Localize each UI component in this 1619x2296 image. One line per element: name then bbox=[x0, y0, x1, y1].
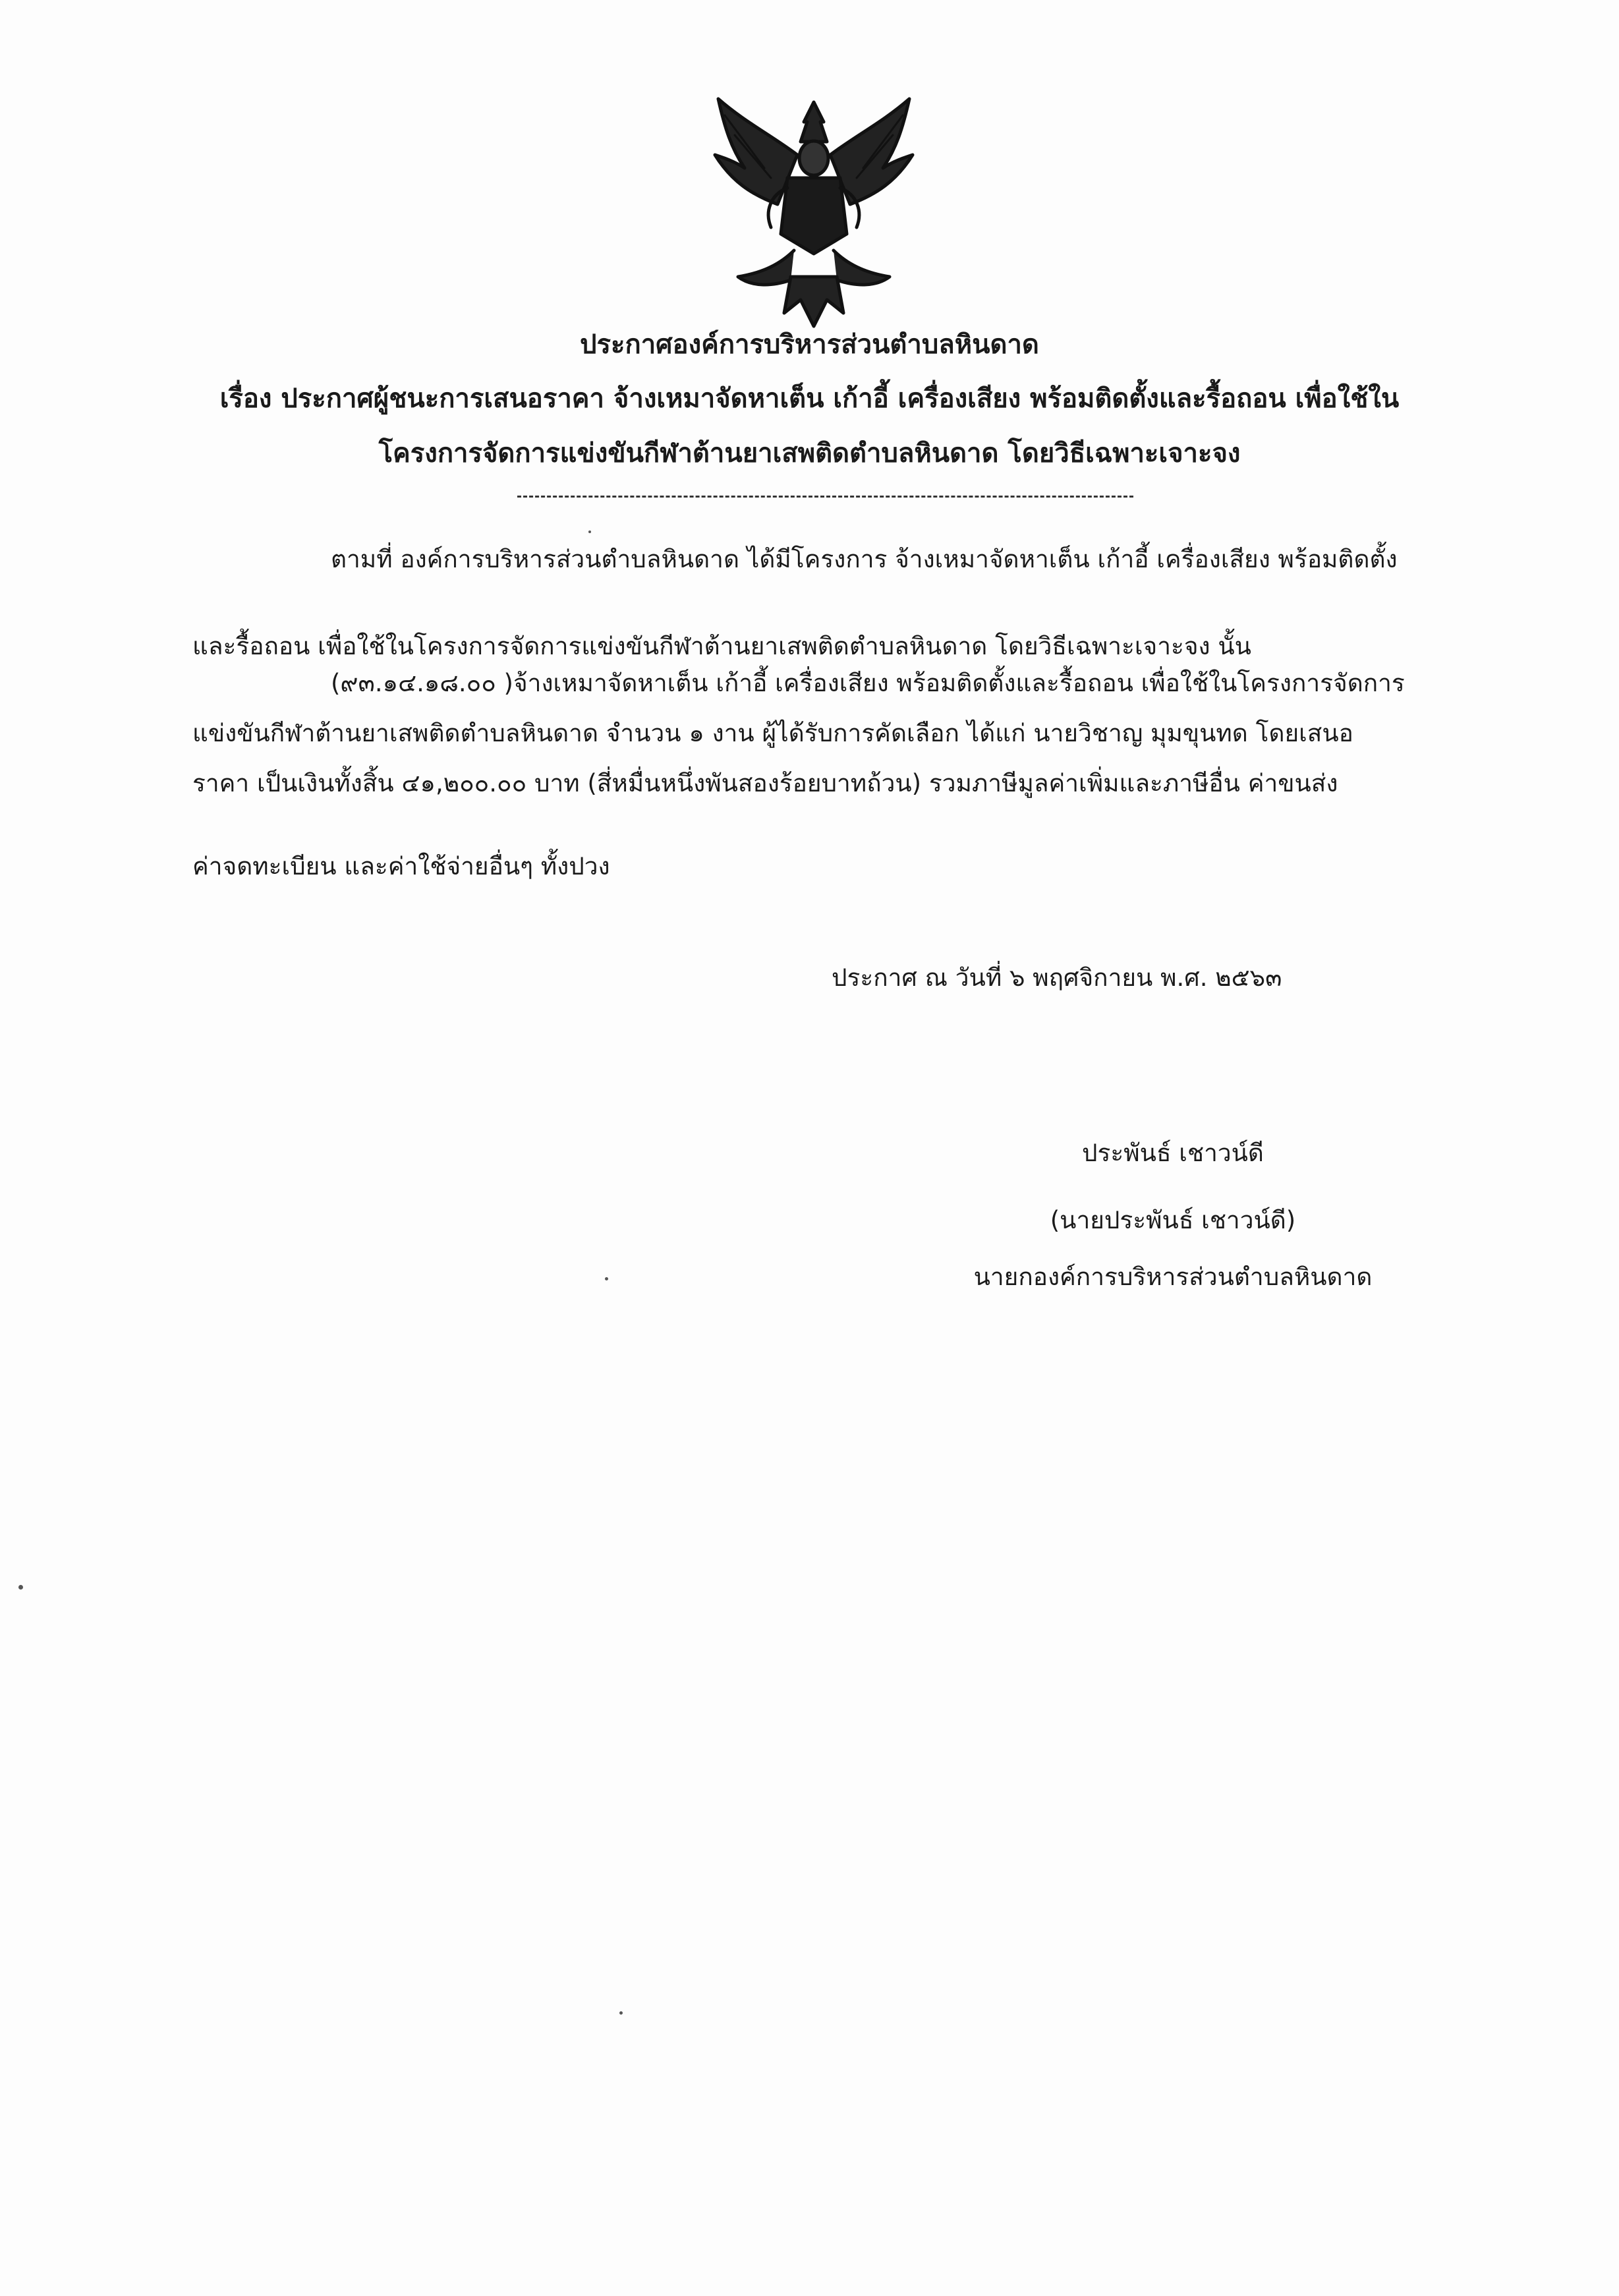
scan-speck bbox=[588, 531, 591, 533]
announcement-title: ประกาศองค์การบริหารส่วนตำบลหินดาด bbox=[580, 330, 1039, 360]
scan-speck bbox=[18, 1585, 23, 1590]
body-line-4: แข่งขันกีฬาต้านยาเสพติดตำบลหินดาด จำนวน ๑ งาน ผู้ได้รับการคัดเลือก ได้แก่ นายวิชาญ มุมขุนทด โดยเสนอ bbox=[192, 719, 1353, 747]
announce-date: ประกาศ ณ วันที่ ๖ พฤศจิกายน พ.ศ. ๒๕๖๓ bbox=[832, 963, 1282, 992]
subject-line-1: เรื่อง ประกาศผู้ชนะการเสนอราคา จ้างเหมาจัดหาเต็น เก้าอี้ เครื่องเสียง พร้อมติดตั้งและรื้อถอน เพื่อใช้ใน bbox=[219, 384, 1400, 414]
signatory-full-name: (นายประพันธ์ เชาวน์ดี) bbox=[1050, 1206, 1296, 1234]
scan-speck bbox=[619, 2011, 623, 2015]
scan-speck bbox=[605, 1277, 608, 1280]
subject-line-2: โครงการจัดการแข่งขันกีฬาต้านยาเสพติดตำบลหินดาด โดยวิธีเฉพาะเจาะจง bbox=[378, 438, 1241, 469]
signatory-position: นายกองค์การบริหารส่วนตำบลหินดาด bbox=[973, 1263, 1373, 1291]
body-line-6: ค่าจดทะเบียน และค่าใช้จ่ายอื่นๆ ทั้งปวง bbox=[192, 852, 610, 880]
body-line-2: และรื้อถอน เพื่อใช้ในโครงการจัดการแข่งขันกีฬาต้านยาเสพติดตำบลหินดาด โดยวิธีเฉพาะเจาะจง นั้น bbox=[192, 632, 1251, 660]
garuda-emblem-icon bbox=[705, 96, 923, 333]
separator-line bbox=[517, 496, 1133, 498]
body-line-5: ราคา เป็นเงินทั้งสิ้น ๔๑,๒๐๐.๐๐ บาท (สี่หมื่นหนึ่งพันสองร้อยบาทถ้วน) รวมภาษีมูลค่าเพิ่มและภาษีอื่น ค่าขนส่ง bbox=[192, 769, 1338, 797]
body-line-1: ตามที่ องค์การบริหารส่วนตำบลหินดาด ได้มีโครงการ จ้างเหมาจัดหาเต็น เก้าอี้ เครื่องเสียง พร้อมติดตั้ง bbox=[331, 545, 1398, 573]
body-line-3: (๙๓.๑๔.๑๘.๐๐ )จ้างเหมาจัดหาเต็น เก้าอี้ เครื่องเสียง พร้อมติดตั้งและรื้อถอน เพื่อใช้ในโครงการจัดการ bbox=[331, 669, 1405, 697]
signature-name: ประพันธ์ เชาวน์ดี bbox=[1082, 1139, 1264, 1167]
